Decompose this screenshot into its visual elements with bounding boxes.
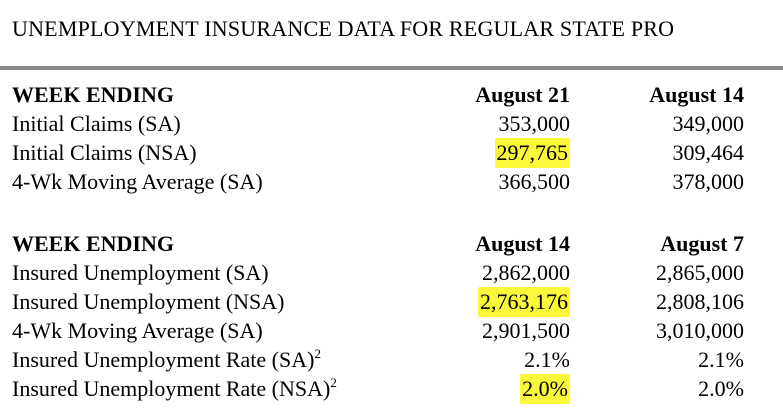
footnote-marker: 2: [330, 375, 337, 390]
table-row: [0, 258, 783, 288]
row-value-previous: 3,010,000: [656, 318, 744, 343]
row-label: Insured Unemployment (SA): [12, 260, 269, 285]
table-row: [0, 345, 783, 375]
row-label: Initial Claims (NSA): [12, 140, 197, 165]
row-value-current: 353,000: [498, 111, 570, 136]
table-row: [0, 167, 783, 197]
row-value-previous: 349,000: [672, 111, 744, 136]
row-value-previous: 378,000: [672, 169, 744, 194]
row-label-text: Insured Unemployment Rate (NSA): [12, 376, 331, 401]
row-label: Initial Claims (SA): [12, 111, 181, 136]
row-value-current: 2,862,000: [482, 260, 570, 285]
row-label: 4-Wk Moving Average (SA): [12, 169, 263, 194]
row-label: 4-Wk Moving Average (SA): [12, 318, 263, 343]
row-value-previous: 2.1%: [698, 347, 744, 372]
title-divider: [0, 66, 783, 70]
week-ending-label: WEEK ENDING: [12, 231, 174, 256]
row-label: [12, 345, 321, 375]
row-label: [12, 374, 337, 404]
table-row: [0, 138, 783, 168]
row-value-current-highlighted: 2,763,176: [478, 287, 570, 317]
column-header-previous: August 14: [649, 82, 744, 107]
row-value-current: 366,500: [498, 169, 570, 194]
row-value-current: 2.1%: [524, 347, 570, 372]
footnote-marker: 2: [314, 346, 321, 361]
week-ending-label: WEEK ENDING: [12, 82, 174, 107]
table-row: [0, 287, 783, 317]
row-label-text: Insured Unemployment Rate (SA): [12, 347, 315, 372]
section1-header-row: [0, 80, 783, 110]
row-value-previous: 2.0%: [698, 376, 744, 401]
row-label: Insured Unemployment (NSA): [12, 289, 285, 314]
column-header-current: August 14: [475, 231, 570, 256]
row-value-previous: 309,464: [672, 140, 744, 165]
table-row: [0, 109, 783, 139]
document-title: UNEMPLOYMENT INSURANCE DATA FOR REGULAR STATE PRO: [12, 16, 675, 41]
column-header-current: August 21: [475, 82, 570, 107]
column-header-previous: August 7: [660, 231, 744, 256]
section2-header-row: [0, 229, 783, 259]
row-value-current-highlighted: 297,765: [495, 138, 571, 168]
row-value-current: 2,901,500: [482, 318, 570, 343]
table-row: [0, 316, 783, 346]
row-value-current-highlighted: 2.0%: [520, 374, 570, 404]
row-value-previous: 2,865,000: [656, 260, 744, 285]
table-row: [0, 374, 783, 404]
row-value-previous: 2,808,106: [656, 289, 744, 314]
